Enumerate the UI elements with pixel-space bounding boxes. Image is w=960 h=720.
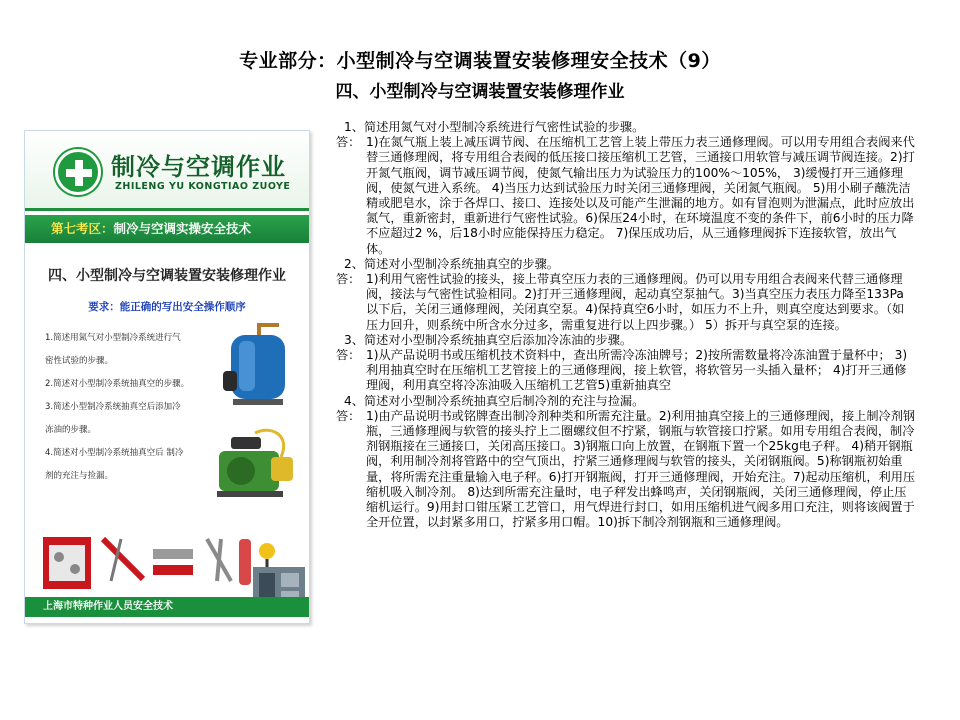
exam-zone-text: 制冷与空调实操安全技术 [113, 221, 252, 236]
exam-zone-banner [25, 215, 309, 243]
answer-label: 答： [336, 272, 361, 287]
question-4: 4、简述对小型制冷系统抽真空后制冷剂的充注与捡漏。 [344, 393, 645, 408]
poster-item: 3.简述小型制冷系统抽真空后添加冷 [45, 402, 181, 412]
poster-item: 冻油的步骤。 [45, 425, 97, 435]
poster-item: 4.简述对小型制冷系统抽真空后 制冷 [45, 448, 184, 458]
compressor-image [219, 321, 299, 409]
poster-brand-pinyin: ZHILENG YU KONGTIAO ZUOYE [115, 181, 291, 192]
poster-item: 密性试验的步骤。 [45, 356, 114, 366]
answer-text: 1)利用气密性试验的接头，接上带真空压力表的三通修理阀。仍可以用专用组合表阀来代替三通修理阀，接法与气密性试验相同。2)打开三通修理阀，起动真空泵抽气。3)当真空压力表压力降至133Pa以下后，关闭三通修理阀，关闭真空泵。4)保持真空6小时，如压力不上升，则真空度达到要求。（如压力回升，则系统中所含水分过多，需重复进行以上四步骤。） 5）拆开与真空泵的连接。 [366, 272, 905, 332]
answer-1 [336, 135, 916, 257]
answer-label: 答： [336, 348, 361, 363]
question-2: 2、简述对小型制冷系统抽真空的步骤。 [344, 256, 559, 271]
vacuum-pump-image [211, 421, 303, 501]
poster-item: 2.简述对小型制冷系统抽真空的步骤。 [45, 379, 190, 389]
poster-item: 1.简述用氮气对小型制冷系统进行气 [45, 333, 181, 343]
poster-header [25, 131, 309, 211]
page-subtitle: 四、小型制冷与空调装置安装修理作业 [335, 82, 625, 102]
poster-title: 四、小型制冷与空调装置安装修理作业 [48, 268, 286, 284]
question-3: 3、简述对小型制冷系统抽真空后添加冷冻油的步骤。 [344, 332, 633, 347]
answer-label: 答： [336, 135, 361, 150]
answer-text: 1)在氮气瓶上装上减压调节阀、在压缩机工艺管上装上带压力表三通修理阀。可以用专用组合表阀来代替三通修理阀，将专用组合表阀的低压接口接压缩机工艺管，三通接口用软管与减压调节阀连接。2)打开氮气瓶阀，调节减压调节阀，使氮气输出压力为试验压力的100%～105%， 3)缓慢打开三通修理阀，使氮气进入系统。 4)当压力达到试验压力时关闭三通修理阀，关闭氮气瓶阀。 5)用小刷子蘸洗洁精或肥皂水，涂于各焊口、接口、连接处以及可能产生泄漏的地方。如有冒泡则为泄漏点，此时应放出氮气，重新密封，重新进行气密性试验。6)保压24小时，在环境温度不变的条件下，前6小时的压力降不应超过2 %，后18小时应能保持压力稳定。 7)保压成功后，从三通修理阀拆下连接软管，放出气体。 [366, 135, 915, 256]
answer-text: 1)由产品说明书或铭牌查出制冷剂种类和所需充注量。2)利用抽真空接上的三通修理阀，接上制冷剂钢瓶，三通修理阀与软管的接头拧上二圈螺纹但不拧紧，钢瓶与软管接口拧紧。如用专用组合表阀，制冷剂钢瓶接在三通接口，关闭高压接口。3)钢瓶口向上放置，在钢瓶下置一个25kg电子秤。 4)稍开钢瓶阀，利用制冷剂将管路中的空气顶出，拧紧三通修理阀与软管的接头，关闭钢瓶阀。5)称钢瓶初始重量，将所需充注重量输入电子秤。6)打开钢瓶阀，打开三通修理阀，开始充注。7)起动压缩机，利用压缩机吸入制冷剂。 8)达到所需充注量时，电子秤发出蜂鸣声，关闭钢瓶阀，关闭三通修理阀，停止压缩机运行。9)用封口钳压紧工艺管口，用气焊进行封口，如用压缩机进气阀多用口充注，则将该阀置于全开位置，以封紧多用口，拧紧多用口帽。10)拆下制冷剂钢瓶和三通修理阀。 [366, 408, 916, 530]
poster-brand: 制冷与空调作业 [111, 152, 286, 181]
answer-2 [336, 272, 916, 333]
answer-4 [336, 409, 916, 531]
poster-requirement: 要求：能正确的写出安全操作顺序 [88, 301, 246, 313]
answer-label: 答： [336, 408, 361, 423]
question-1: 1、简述用氮气对小型制冷系统进行气密性试验的步骤。 [344, 120, 645, 134]
qa-list [336, 120, 916, 530]
answer-3 [336, 348, 916, 394]
page-title: 专业部分：小型制冷与空调装置安装修理安全技术（9） [239, 50, 721, 72]
safety-cross-logo-icon [55, 149, 101, 195]
poster-item: 剂的充注与捡漏。 [45, 471, 114, 481]
poster-footer: 上海市特种作业人员安全技术 [25, 597, 309, 617]
exam-zone-prefix: 第七考区： [51, 221, 114, 236]
training-poster [24, 130, 310, 624]
answer-text: 1)从产品说明书或压缩机技术资料中，查出所需冷冻油牌号；2)按所需数量将冷冻油置于量杯中； 3)利用抽真空时在压缩机工艺管接上的三通修理阀，接上软管，将软管另一头插入量杯； 4)打开三通修理阀，利用真空将冷冻油吸入压缩机工艺管5)重新抽真空 [366, 348, 908, 393]
